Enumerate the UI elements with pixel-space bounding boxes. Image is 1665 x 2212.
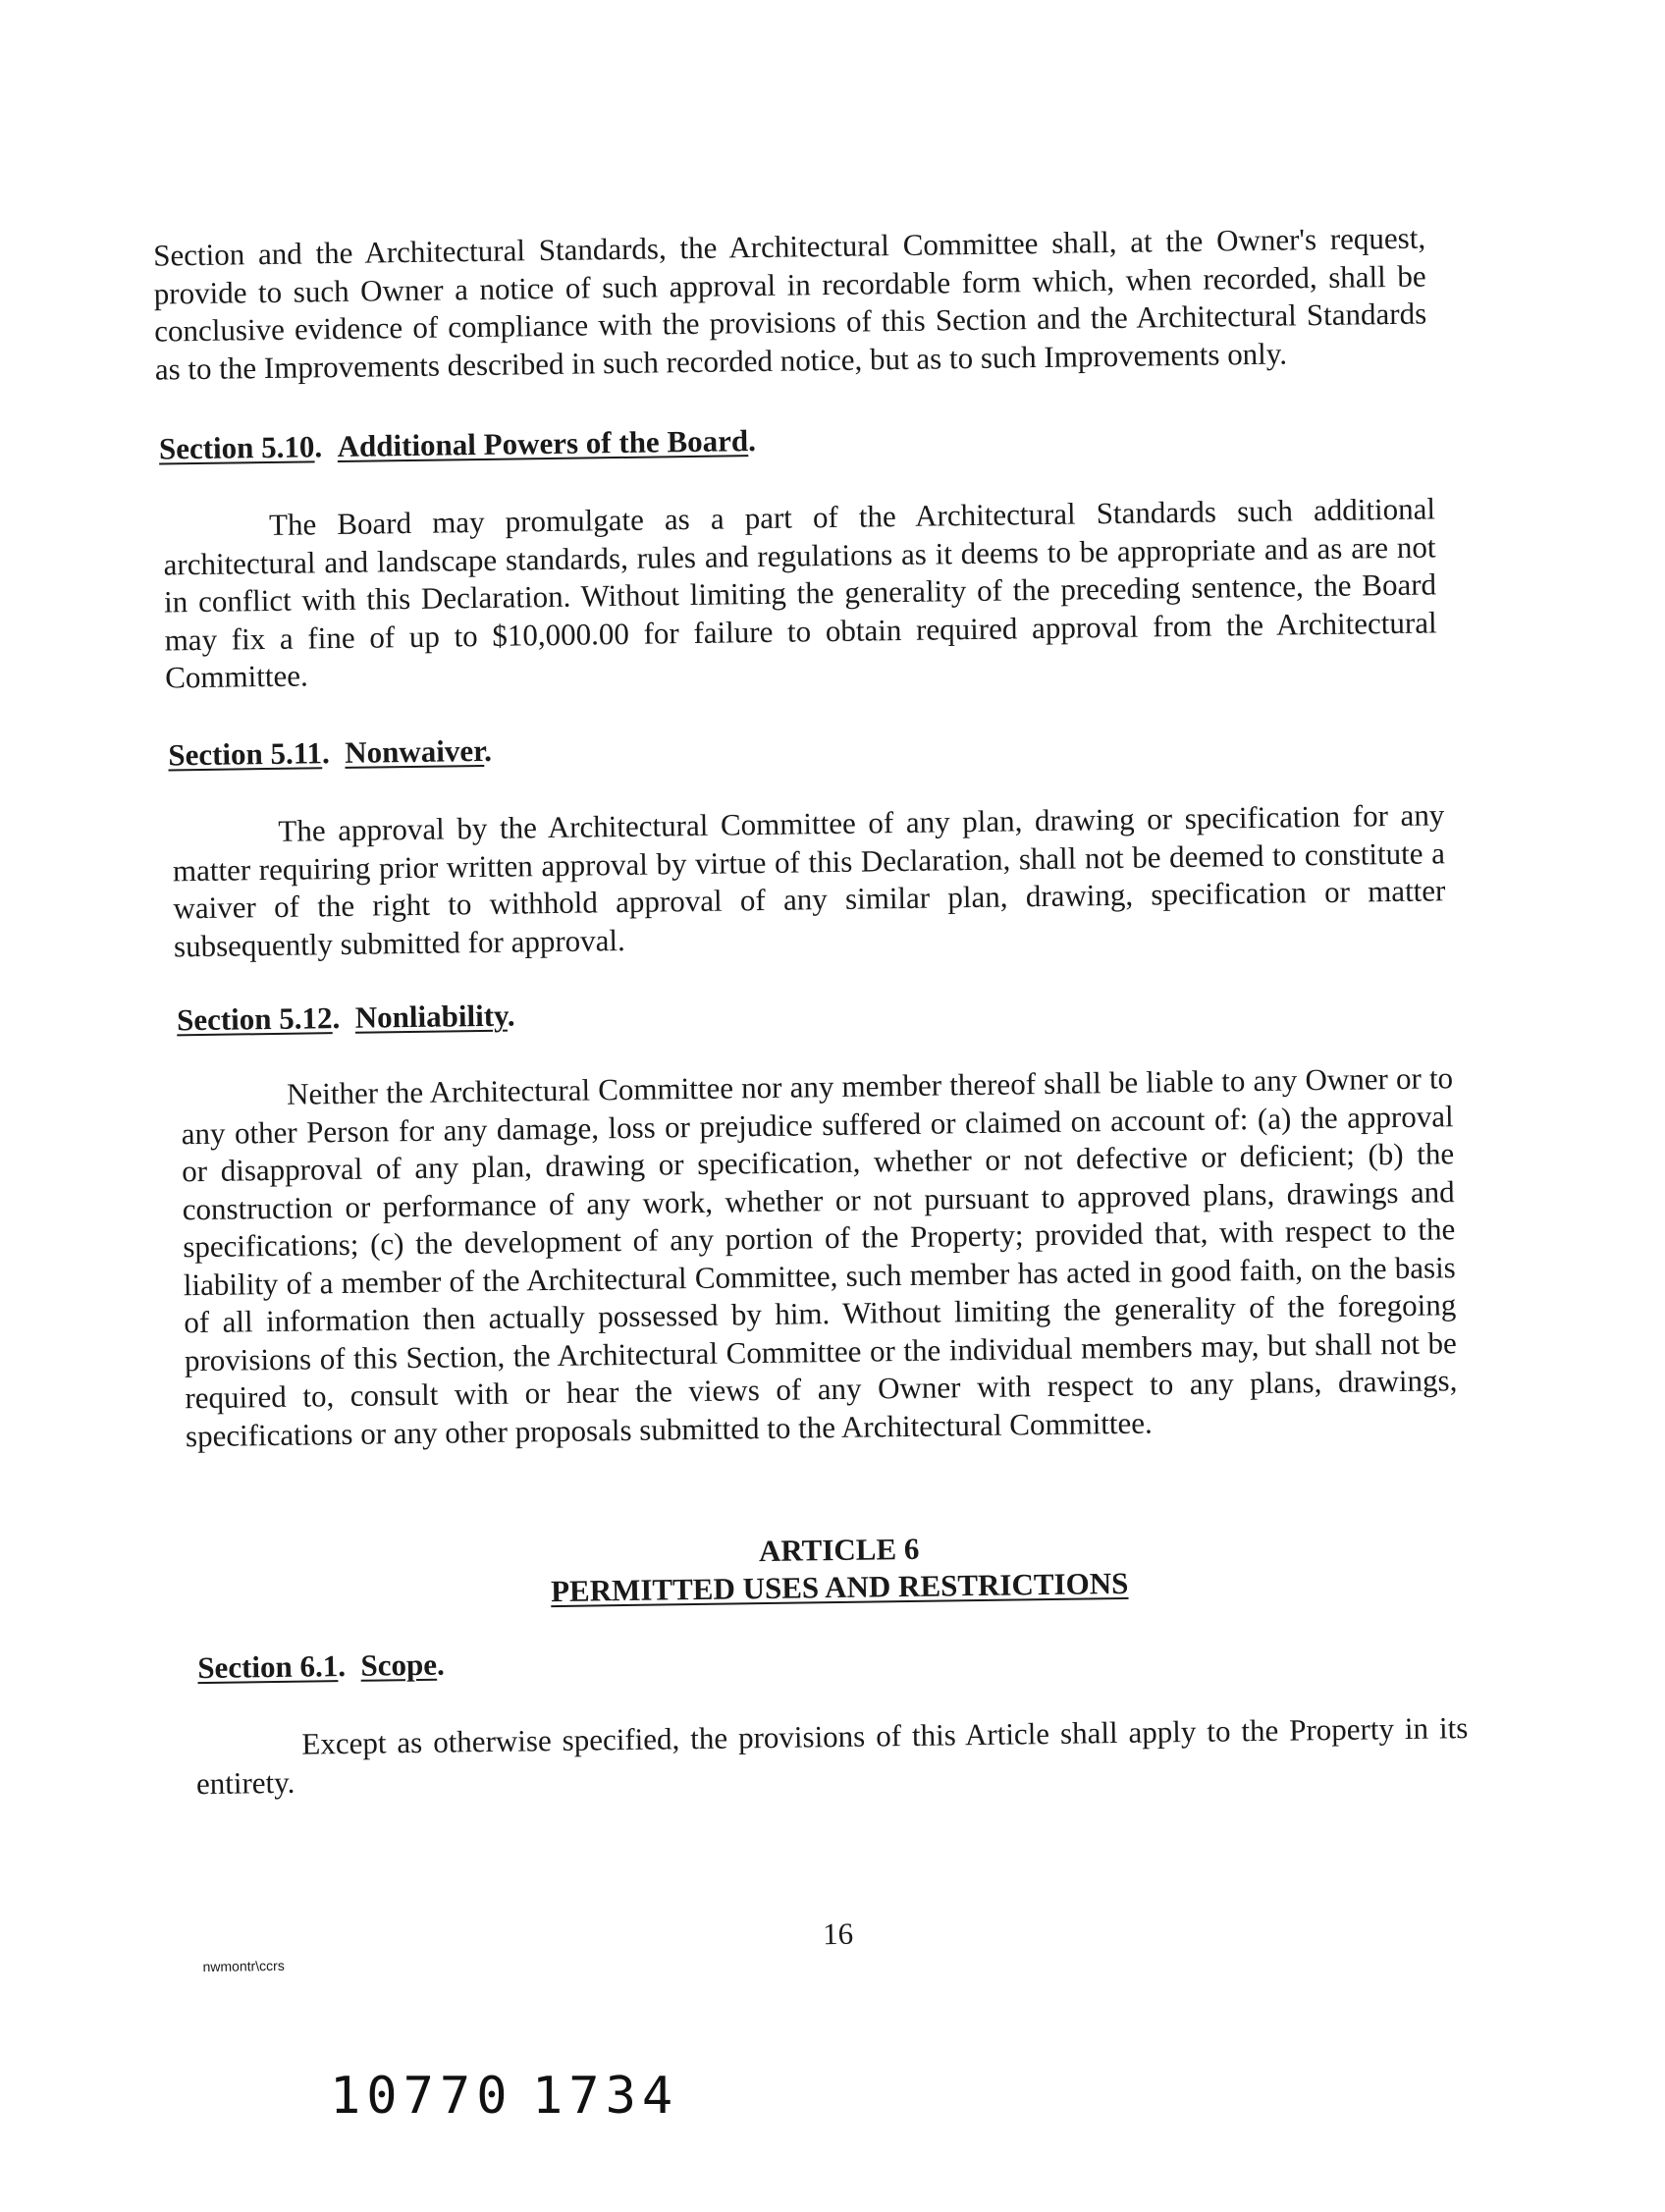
article-label: ARTICLE 6 xyxy=(758,1531,920,1569)
document-id: nwmontr\ccrs xyxy=(202,1957,285,1975)
section-heading-6-1 xyxy=(197,1646,445,1689)
section-body-6-1: Except as otherwise specified, the provisions of this Article shall apply to the Property in its entirety. xyxy=(195,1710,1469,1801)
section-heading-5-10 xyxy=(159,421,756,468)
heading-period: . xyxy=(436,1646,445,1682)
heading-separator: . xyxy=(321,734,346,771)
heading-separator: . xyxy=(332,999,355,1036)
section-number: Section 5.10 xyxy=(158,429,315,466)
section-body-5-12: Neither the Architectural Committee nor any member thereof shall be liable to any Owner or to any other Person for any damage, loss or prejudice suffered or claimed on account of: (a) the approval or disapproval of any plan, drawing or specification, whether or not defective or deficient; (b) the construction or performance of any work, whether or not pursuant to approved plans, drawings and specifications; (c) the development of any portion of the Property; provided that, with respect to the liability of a member of the Architectural Committee, such member has acted in good faith, on the basis of all information then actually possessed by him. Without limiting the generality of the foregoing provisions of this Section, the Architectural Committee or the individual members may, but shall not be required to, consult with or hear the views of any Owner with respect to any plans, drawings, specifications or any other proposals submitted to the Architectural Committee. xyxy=(181,1060,1458,1453)
section-body-5-10: The Board may promulgate as a part of the Architectural Standards such additional architectural and landscape standards, rules and regulations as it deems to be appropriate and as are not in conflict with this Declaration. Without limiting the generality of the preceding sentence, the Board may fix a fine of up to $10,000.00 for failure to obtain required approval from the Architectural Committee. xyxy=(163,491,1437,695)
section-body-5-11: The approval by the Architectural Committee of any plan, drawing or specification for any matter requiring prior written approval by virtue of this Declaration, shall not be deemed to constitute a waiver of the right to withhold approval of any similar plan, drawing, specification or matter subsequently submitted for approval. xyxy=(172,797,1446,963)
heading-period: . xyxy=(483,732,493,768)
section-number: Section 5.11 xyxy=(168,735,323,773)
section-heading-5-11 xyxy=(168,731,492,776)
heading-period: . xyxy=(507,998,515,1033)
article-title: PERMITTED USES AND RESTRICTIONS xyxy=(550,1565,1129,1609)
section-title: Nonwaiver xyxy=(345,732,485,770)
section-title: Additional Powers of the Board xyxy=(337,423,749,464)
recording-stamp-page: 1734 xyxy=(532,2067,679,2126)
article-heading xyxy=(7,1520,1665,1618)
heading-separator: . xyxy=(314,429,338,464)
page-number: 16 xyxy=(822,1915,854,1952)
recording-stamp-book: 10770 xyxy=(330,2067,513,2126)
heading-separator: . xyxy=(337,1647,361,1684)
section-number: Section 5.12 xyxy=(176,1000,333,1038)
intro-paragraph: Section and the Architectural Standards, the Architectural Committee shall, at the Owner's request, provide to such Owner a notice of such approval in recordable form which, when recorded, shall be conclusive evidence of compliance with the provisions of this Section and the Architectural Standards as to the Improvements described in such recorded notice, but as to such Improvements only. xyxy=(152,220,1427,387)
section-title: Nonliability xyxy=(354,998,509,1035)
section-heading-5-12 xyxy=(177,997,515,1041)
section-number: Section 6.1 xyxy=(197,1648,339,1686)
section-title: Scope xyxy=(360,1646,438,1683)
heading-period: . xyxy=(747,423,757,459)
